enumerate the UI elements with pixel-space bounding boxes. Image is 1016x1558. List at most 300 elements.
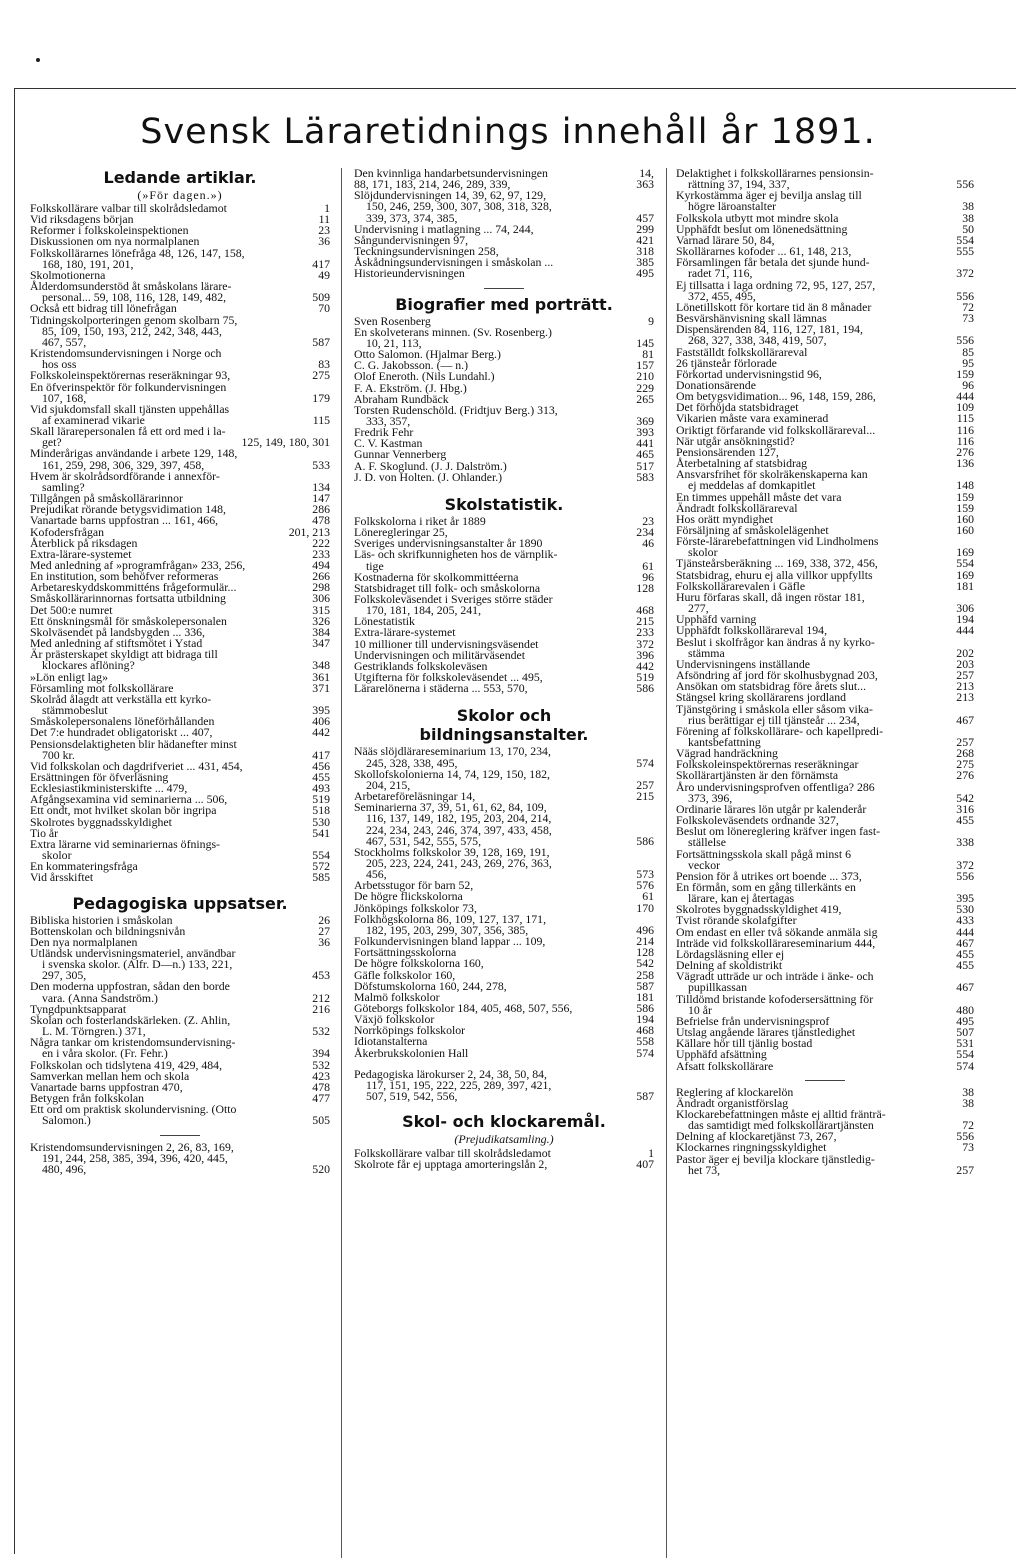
entry-page-numbers: 202: [956, 645, 974, 660]
entry-text: Göteborgs folkskolor 184, 405, 468, 507, 556,: [354, 1001, 573, 1015]
entry-page-numbers: 213: [956, 690, 974, 705]
entry-text: Bibliska historien i småskolan: [30, 912, 173, 927]
entry-page-numbers: 372: [956, 857, 974, 872]
entry-text: Otto Salomon. (Hjalmar Berg.): [354, 347, 501, 362]
entry-text: Skollärarnes kofoder ... 61, 148, 213,: [676, 244, 852, 259]
entry-text: af examinerad vikarie: [42, 412, 145, 427]
entry-page-numbers: 457: [636, 210, 654, 225]
entry-text: Ej tillsatta i laga ordning 72, 95, 127, 257,: [676, 277, 876, 292]
entry-page-numbers: 215: [636, 789, 654, 804]
entry-text: Befrielse från undervisningsprof: [676, 1013, 830, 1028]
entry-text: Vikarien måste vara examinerad: [676, 411, 829, 426]
entry-page-numbers: 170: [636, 900, 654, 915]
entry-text: Sångundervisningen 97,: [354, 232, 469, 247]
entry-text: Idiotanstalterna: [354, 1034, 428, 1049]
entry-text: Abraham Rundbäck: [354, 391, 449, 406]
entry-page-numbers: 160: [956, 511, 974, 526]
entry-page-numbers: 36: [318, 934, 330, 949]
entry-text: Fastställdt folkskollärareval: [676, 344, 808, 359]
entry-page-numbers: 116: [956, 433, 974, 448]
entry-page-numbers: 496: [636, 922, 654, 937]
entry-page-numbers: 406: [312, 714, 330, 729]
entry-text: Extra-lärare-systemet: [30, 546, 132, 561]
entry-page-numbers: 417: [312, 256, 330, 271]
entry-text: Åkerbrukskolonien Hall: [354, 1045, 469, 1060]
page-title: Svensk Läraretidnings innehåll år 1891.: [140, 112, 876, 152]
entry-text: 456,: [366, 867, 387, 882]
entry-text: högre läroanstalter: [688, 199, 777, 214]
entry-text: Vanartade barns uppfostran 470,: [30, 1079, 183, 1094]
entry-page-numbers: 517: [636, 458, 654, 473]
entry-text: 333, 357,: [366, 413, 411, 428]
entry-page-numbers: 531: [956, 1036, 974, 1051]
entry-page-numbers: 519: [312, 792, 330, 807]
entry-text: Undervisning i matlagning ... 74, 244,: [354, 221, 534, 236]
entry-page-numbers: 505: [312, 1113, 330, 1128]
entry-text: Åro undervisningsprofven offentliga? 286: [676, 779, 875, 794]
entry-page-numbers: 169: [956, 545, 974, 560]
entry-page-numbers: 530: [312, 814, 330, 829]
entry-text: en i våra skolor. (Fr. Fehr.): [42, 1046, 168, 1061]
entry-page-numbers: 576: [636, 878, 654, 893]
entry-text: Småskollärarinnornas fortsatta utbildning: [30, 591, 226, 606]
entry-page-numbers: 215: [636, 614, 654, 629]
entry-text: Salomon.): [42, 1113, 91, 1128]
entry-page-numbers: 574: [956, 1058, 974, 1073]
entry-text: Med anledning af »programfrågan» 233, 256,: [30, 558, 246, 572]
entry-text: personal... 59, 108, 116, 128, 149, 482,: [42, 290, 227, 305]
entry-page-numbers: 194: [636, 1012, 654, 1027]
entry-page-numbers: 157: [636, 358, 654, 373]
section-heading-skolor: Skolor och bildningsanstalter.: [419, 706, 589, 745]
entry-text: Huru förfaras skall, då ingen röstar 181,: [676, 589, 865, 604]
entry-text: Gunnar Vennerberg: [354, 447, 447, 462]
entry-page-numbers: 96: [962, 377, 974, 392]
entry-text: Församling mot folkskollärare: [30, 680, 174, 695]
entry-text: 10, 21, 113,: [366, 335, 422, 350]
entry-page-numbers: 574: [636, 1045, 654, 1060]
entry-page-numbers: 583: [636, 469, 654, 484]
entry-text: ej meddelas af domkapitlet: [688, 478, 816, 493]
entry-text: F. A. Ekström. (J. Hbg.): [354, 380, 467, 395]
entry-text: Folkskoleväsendet i Sveriges större städer: [354, 592, 553, 606]
entry-text: Inträde vid folkskollärareseminarium 444,: [676, 935, 876, 950]
entry-text: Lördagsläsning eller ej: [676, 946, 785, 961]
entry-page-numbers: 116: [956, 422, 974, 437]
entry-text: Skolmotionerna: [30, 267, 106, 282]
entry-text: Extra lärarne vid seminariernas öfnings-: [30, 836, 220, 851]
entry-page-numbers: 9: [648, 313, 654, 328]
column-divider: [666, 168, 667, 1558]
entry-page-numbers: 554: [956, 232, 974, 247]
entry-text: Utländsk undervisningsmateriel, användbar: [30, 946, 236, 960]
entry-page-numbers: 532: [312, 1057, 330, 1072]
entry-text: Gäfle folkskolor 160,: [354, 967, 456, 982]
entry-text: Hvem är skolrådsordförande i annexför-: [30, 468, 220, 483]
entry-text: Torsten Rudenschöld. (Fridtjuv Berg.) 313,: [354, 402, 558, 417]
entry-text: Sven Rosenberg: [354, 313, 431, 328]
entry-page-numbers: 258: [636, 967, 654, 982]
entry-text: 372, 455, 495,: [688, 288, 756, 303]
entry-page-numbers: 96: [642, 569, 654, 584]
entry-text: Folkskoleväsendets ordnande 327,: [676, 813, 839, 828]
index-entry: [676, 589, 974, 604]
entry-page-numbers: 194: [956, 612, 974, 627]
entry-page-numbers: 586: [636, 681, 654, 696]
entry-text: Ett önskningsmål för småskolepersonalen: [30, 613, 227, 628]
entry-page-numbers: 315: [312, 602, 330, 617]
entry-text: 10 år: [688, 1002, 712, 1017]
entry-text: Stockholms folkskolor 39, 128, 169, 191,: [354, 844, 550, 859]
entry-text: Vanartade barns uppfostran ... 161, 466,: [30, 513, 219, 528]
entry-page-numbers: 257: [956, 734, 974, 749]
entry-page-numbers: 480: [956, 1002, 974, 1017]
entry-text: Norrköpings folkskolor: [354, 1023, 466, 1038]
entry-page-numbers: 275: [956, 757, 974, 772]
entry-text: Folkskollärare valbar till skolrådsledamot: [30, 201, 227, 215]
entry-text: 373, 396,: [688, 790, 733, 805]
entry-text: Tvist rörande skolafgifter: [676, 913, 797, 928]
entry-text: Källare hör till tjänlig bostad: [676, 1036, 813, 1051]
entry-text: Dispensärenden 84, 116, 127, 181, 194,: [676, 322, 863, 337]
entry-page-numbers: 115: [312, 412, 330, 427]
entry-page-numbers: 573: [636, 867, 654, 882]
entry-text: Arbetareskyddskommitténs frågeformulär...: [30, 580, 237, 595]
entry-text: 297, 305,: [42, 968, 87, 983]
entry-page-numbers: 532: [312, 1024, 330, 1039]
entry-page-numbers: 407: [636, 1157, 654, 1172]
entry-page-numbers: 23: [318, 223, 330, 238]
index-entry: [676, 1151, 974, 1166]
entry-page-numbers: 159: [956, 500, 974, 515]
entry-text: Tjänstgöring i småskola eller såsom vika-: [676, 701, 873, 716]
entry-page-numbers: 179: [312, 390, 330, 405]
entry-page-numbers: 586: [636, 1001, 654, 1015]
entry-page-numbers: 395: [956, 891, 974, 906]
entry-text: Minderårigas användande i arbete 129, 148,: [30, 446, 238, 461]
entry-text: Fredrik Fehr: [354, 425, 414, 440]
entry-text: Reformer i folkskoleinspektionen: [30, 223, 189, 238]
entry-page-numbers: 542: [636, 956, 654, 971]
entry-text: Förste-lärarebefattningen vid Lindholmens: [676, 534, 879, 549]
entry-page-numbers: 468: [636, 603, 654, 618]
entry-text: Ecklesiastikministerskifte ... 479,: [30, 781, 188, 796]
entry-text: Det 7:e hundradet obligatoriskt ... 407,: [30, 725, 213, 740]
entry-text: Skolrotes byggnadsskyldighet: [30, 814, 172, 829]
entry-page-numbers: 201, 213: [288, 524, 330, 539]
entry-page-numbers: 338: [956, 835, 974, 850]
entry-page-numbers: 203: [956, 656, 974, 671]
entry-page-numbers: 555: [956, 244, 974, 259]
entry-page-numbers: 275: [312, 368, 330, 383]
entry-page-numbers: 49: [318, 267, 330, 282]
entry-page-numbers: 554: [956, 1047, 974, 1062]
entry-page-numbers: 128: [636, 580, 654, 595]
entry-page-numbers: 455: [956, 958, 974, 973]
entry-page-numbers: 148: [956, 478, 974, 493]
entry-text: Lönetillskott för kortare tid än 8 månader: [676, 299, 872, 314]
entry-page-numbers: 444: [956, 623, 974, 638]
entry-page-numbers: 306: [956, 601, 974, 616]
entry-text: Betygen från folkskolan: [30, 1091, 145, 1106]
entry-page-numbers: 160: [956, 523, 974, 537]
entry-text: Det 500:e numret: [30, 602, 113, 617]
entry-text: Folkskolorna i riket år 1889: [354, 513, 486, 528]
entry-text: 182, 195, 203, 299, 307, 356, 385,: [366, 922, 529, 937]
entry-page-numbers: 61: [642, 558, 654, 573]
entry-page-numbers: 455: [956, 813, 974, 828]
entry-text: Fortsättningsskola skall pågå minst 6: [676, 846, 851, 861]
entry-text: samling?: [42, 479, 85, 494]
entry-page-numbers: 233: [312, 546, 330, 561]
entry-page-numbers: 181: [956, 578, 974, 593]
entry-text: Den nya normalplanen: [30, 934, 138, 949]
entry-text: Om endast en eller två sökande anmäla sig: [676, 924, 878, 939]
short-rule: [160, 1135, 200, 1136]
entry-text: Nääs slöjdlärareseminarium 13, 170, 234,: [354, 744, 551, 759]
entry-page-numbers: 442: [312, 725, 330, 740]
entry-text: Tjänsteårsberäkning ... 169, 338, 372, 456,: [676, 556, 878, 571]
entry-page-numbers: 465: [636, 447, 654, 462]
index-entry: [354, 469, 654, 484]
entry-text: het 73,: [688, 1162, 721, 1177]
entry-text: 170, 181, 184, 205, 241,: [366, 603, 482, 618]
entry-text: 467, 531, 542, 555, 575,: [366, 833, 482, 848]
entry-text: Skall lärarepersonalen få ett ord med i la-: [30, 424, 226, 439]
entry-page-numbers: 433: [956, 913, 974, 928]
entry-text: Ett ondt, mot hvilket skolan bör ingripa: [30, 803, 217, 818]
entry-page-numbers: 369: [636, 413, 654, 428]
entry-text: En öfverinspektör för folkundervisningen: [30, 379, 227, 394]
entry-text: Den kvinnliga handarbetsundervisningen: [354, 166, 548, 180]
entry-page-numbers: 214: [636, 934, 654, 949]
entry-text: 10 millioner till undervisningsväsendet: [354, 636, 539, 651]
entry-text: Folkskoleinspektörernas reseräkningar 93,: [30, 368, 231, 383]
entry-text: get?: [42, 435, 62, 450]
entry-text: Varnad lärare 50, 84,: [676, 232, 775, 247]
entry-text: Tio år: [30, 825, 59, 840]
index-entry: [354, 1045, 654, 1060]
entry-text: Sveriges undervisningsanstalter år 1890: [354, 536, 543, 551]
entry-text: Prejudikat rörande betygsvidimation 148,: [30, 502, 226, 517]
section-heading-skol-klockare: Skol- och klockaremål.: [402, 1112, 606, 1132]
entry-text: En institution, som behöfver reformeras: [30, 569, 219, 584]
entry-text: 245, 328, 338, 495,: [366, 755, 458, 770]
entry-list-undervisning: [354, 168, 654, 280]
entry-text: stämma: [688, 645, 725, 660]
entry-text: 191, 244, 258, 385, 394, 396, 420, 445,: [42, 1150, 228, 1165]
entry-page-numbers: 159: [956, 366, 974, 381]
entry-text: 116, 137, 149, 182, 195, 203, 204, 214,: [366, 811, 552, 826]
entry-text: Ordinarie lärares lön utgår pr kalenderår: [676, 801, 867, 816]
entry-page-numbers: 587: [312, 334, 330, 349]
entry-text: Fortsättningsskolorna: [354, 945, 457, 960]
entry-text: Skolrote får ej upptaga amorteringslån 2,: [354, 1157, 548, 1172]
index-entry: [676, 991, 974, 1006]
entry-text: Seminarierna 37, 39, 51, 61, 62, 84, 109,: [354, 800, 547, 815]
entry-text: 161, 259, 298, 306, 329, 397, 458,: [42, 457, 205, 472]
entry-text: Upphäfd varning: [676, 612, 757, 627]
entry-text: Donationsärende: [676, 377, 756, 392]
entry-text: Afsatt folkskollärare: [676, 1058, 774, 1073]
index-entry: [354, 1091, 654, 1102]
entry-page-numbers: 234: [636, 525, 654, 540]
entry-page-numbers: 372: [956, 266, 974, 281]
entry-page-numbers: 393: [636, 425, 654, 440]
entry-page-numbers: 572: [312, 859, 330, 874]
index-entry: [354, 1159, 654, 1170]
entry-page-numbers: 72: [962, 299, 974, 314]
column-2: [354, 168, 654, 1171]
entry-page-numbers: 257: [956, 668, 974, 683]
entry-page-numbers: 494: [312, 558, 330, 572]
entry-text: Tillgången på småskollärarinnor: [30, 491, 183, 506]
entry-page-numbers: 81: [642, 347, 654, 362]
entry-page-numbers: 556: [956, 1129, 974, 1144]
index-entry: [30, 736, 330, 751]
index-entry: [30, 872, 330, 883]
entry-text: lärare, kan ej återtagas: [688, 891, 795, 906]
entry-text: Bottenskolan och bildningsnivån: [30, 923, 186, 938]
entry-page-numbers: 556: [956, 333, 974, 348]
entry-page-numbers: 46: [642, 536, 654, 551]
entry-text: Återblick på riksdagen: [30, 535, 138, 550]
entry-text: Upphäfdt folkskollärareval 194,: [676, 623, 828, 638]
entry-text: »Lön enligt lag»: [30, 669, 108, 684]
entry-list-skolstatistik: [354, 513, 654, 696]
entry-page-numbers: 257: [956, 1162, 974, 1177]
entry-text: C. G. Jakobsson. (— n.): [354, 358, 469, 373]
entry-page-numbers: 574: [636, 755, 654, 770]
entry-text: En skolveterans minnen. (Sv. Rosenberg.): [354, 324, 552, 339]
entry-page-numbers: 222: [312, 535, 330, 550]
entry-text: 339, 373, 374, 385,: [366, 210, 458, 225]
entry-page-numbers: 372: [636, 636, 654, 651]
entry-text: Hos orätt myndighet: [676, 511, 773, 526]
entry-text: Afsöndring af jord för skolhusbygnad 203,: [676, 668, 878, 683]
entry-text: Förening af folkskollärare- och kapellpredi-: [676, 723, 884, 738]
entry-text: Statsbidrag, ehuru ej alla villkor uppfyllts: [676, 567, 873, 582]
entry-page-numbers: 181: [636, 989, 654, 1004]
entry-text: Slöjdundervisningen 14, 39, 62, 97, 129,: [354, 188, 547, 203]
entry-text: Jönköpings folkskolor 73,: [354, 900, 477, 915]
entry-page-numbers: 478: [312, 1079, 330, 1094]
entry-text: Skolväsendet på landsbygden ... 336,: [30, 624, 205, 639]
entry-text: Vid sjukdomsfall skall tjänsten uppehållas: [30, 401, 230, 416]
entry-text: Beslut om lönereglering kräfver ingen fast-: [676, 824, 881, 839]
entry-page-numbers: 444: [956, 389, 974, 404]
entry-page-numbers: 136: [956, 456, 974, 471]
entry-text: En kommateringsfråga: [30, 859, 138, 874]
entry-text: Malmö folkskolor: [354, 989, 440, 1004]
entry-page-numbers: 73: [962, 311, 974, 326]
entry-page-numbers: 587: [636, 978, 654, 993]
entry-text: Klockarebefattningen måste ej alltid fränträ-: [676, 1106, 886, 1121]
entry-text: Arbetsstugor för barn 52,: [354, 878, 474, 893]
entry-text: Vägradt utträde ur och inträde i änke- och: [676, 969, 874, 984]
entry-text: Klockarnes ringningsskyldighet: [676, 1140, 827, 1155]
section-heading-ledande: Ledande artiklar.: [103, 168, 257, 187]
entry-page-numbers: 533: [312, 457, 330, 472]
entry-text: 507, 519, 542, 556,: [366, 1089, 458, 1104]
entry-page-numbers: 109: [956, 400, 974, 415]
index-entry: [676, 536, 974, 547]
entry-page-numbers: 467: [956, 935, 974, 950]
entry-text: Också ett bidrag till lönefrågan: [30, 301, 177, 316]
entry-page-numbers: 306: [312, 591, 330, 606]
entry-text: 26 tjänsteår förlorade: [676, 355, 777, 370]
entry-page-numbers: 467: [956, 980, 974, 995]
entry-list-pedagogiska: [30, 912, 330, 1128]
entry-page-numbers: 509: [312, 290, 330, 305]
entry-page-numbers: 38: [962, 1084, 974, 1099]
entry-page-numbers: 586: [636, 833, 654, 848]
column-1: [30, 168, 330, 1175]
index-entry: [354, 549, 654, 560]
entry-page-numbers: 257: [636, 777, 654, 792]
entry-text: De högre flickskolorna: [354, 889, 463, 904]
entry-text: hos oss: [42, 357, 77, 372]
section-heading-skolstatistik: Skolstatistik.: [444, 494, 564, 514]
entry-page-numbers: 159: [956, 489, 974, 504]
entry-text: Teckningsundervisningen 258,: [354, 244, 499, 259]
entry-text: Vägrad handräckning: [676, 746, 778, 761]
entry-text: Kyrkostämma äger ej bevilja anslag till: [676, 188, 862, 203]
entry-text: Extra-lärare-systemet: [354, 625, 456, 640]
entry-text: Undervisningens inställande: [676, 656, 810, 671]
entry-page-numbers: 468: [636, 1023, 654, 1038]
entry-page-numbers: 455: [956, 946, 974, 961]
entry-text: C. V. Kastman: [354, 436, 423, 451]
entry-page-numbers: 95: [962, 355, 974, 370]
entry-text: Olof Eneroth. (Nils Lundahl.): [354, 369, 495, 384]
entry-page-numbers: 467: [956, 712, 974, 727]
entry-page-numbers: 371: [312, 680, 330, 695]
entry-text: Några tankar om kristendomsundervisning-: [30, 1035, 236, 1050]
entry-page-numbers: 38: [962, 1095, 974, 1110]
entry-text: Vid folkskolan och dagdrifveriet ... 431, 454,: [30, 758, 243, 773]
entry-page-numbers: 169: [956, 567, 974, 582]
entry-page-numbers: 495: [636, 266, 654, 281]
entry-page-numbers: 442: [636, 658, 654, 673]
entry-page-numbers: 556: [956, 177, 974, 192]
entry-text: Skolan och fosterlandskärleken. (Z. Ahlin,: [30, 1012, 231, 1027]
entry-list-biografier: [354, 313, 654, 484]
entry-page-numbers: 384: [312, 624, 330, 639]
entry-text: Förkortad undervisningstid 96,: [676, 366, 822, 381]
entry-page-numbers: 70: [318, 301, 330, 316]
entry-text: skolor: [42, 848, 72, 863]
entry-page-numbers: 36: [318, 234, 330, 249]
entry-text: Skolråd ålagdt att verkställa ett kyrko-: [30, 691, 212, 706]
column-3: [676, 168, 974, 1176]
column-divider: [341, 168, 342, 1558]
entry-text: rius berättigar ej till tjänsteår ... 234,: [688, 712, 860, 727]
index-entry: [30, 1161, 330, 1176]
entry-text: Är prästerskapet skyldigt att bidraga till: [30, 647, 218, 662]
entry-text: Folkskollärarnes lönefråga 48, 126, 147, 158,: [30, 245, 245, 260]
entry-text: Historieundervisningen: [354, 266, 465, 281]
entry-text: 467, 557,: [42, 334, 87, 349]
entry-page-numbers: 423: [312, 1068, 330, 1083]
entry-text: Kristendomsundervisningen i Norge och: [30, 346, 222, 361]
entry-page-numbers: 316: [956, 801, 974, 816]
entry-text: Delning af klockaretjänst 73, 267,: [676, 1129, 837, 1144]
entry-text: Skolrotes byggnadsskyldighet 419,: [676, 902, 842, 917]
entry-text: Samverkan mellan hem och skola: [30, 1068, 190, 1083]
bullet-mark: [36, 58, 40, 62]
entry-text: Lärarelönerna i städerna ... 553, 570,: [354, 681, 528, 696]
